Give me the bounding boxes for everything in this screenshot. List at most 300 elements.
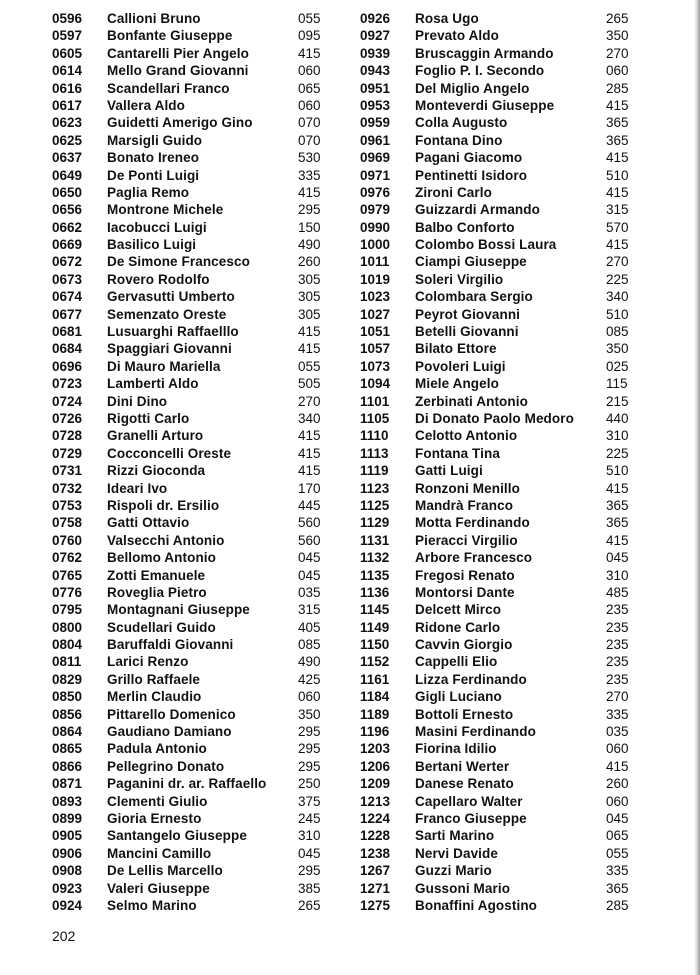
entry-number: 0731 — [52, 463, 83, 479]
entry-code: 385 — [298, 880, 321, 896]
entry-name: Grillo Raffaele — [107, 671, 201, 687]
entry-name: Semenzato Oreste — [107, 306, 227, 322]
entry-number: 0795 — [52, 602, 83, 618]
entry-number: 1206 — [360, 758, 391, 774]
entry-code: 295 — [298, 724, 321, 740]
page-number: 202 — [52, 928, 76, 944]
entry-code: 510 — [606, 306, 629, 322]
entry-number: 0729 — [52, 445, 83, 461]
entry-code: 510 — [606, 167, 629, 183]
entry-code: 060 — [606, 741, 629, 757]
entry-number: 0605 — [52, 45, 83, 61]
entry-code: 490 — [298, 237, 321, 253]
entry-name: Bertani Werter — [415, 758, 510, 774]
entry-name: Colombo Bossi Laura — [415, 237, 557, 253]
entry-number: 1073 — [360, 358, 391, 374]
entry-code: 305 — [298, 306, 321, 322]
entry-code: 045 — [606, 810, 629, 826]
entry-code: 440 — [606, 410, 629, 426]
entry-name: Mancini Camillo — [107, 845, 212, 861]
entry-name: Paganini dr. ar. Raffaello — [107, 776, 267, 792]
entry-code: 055 — [298, 11, 321, 26]
entry-name: Guizzardi Armando — [415, 202, 540, 218]
entry-code: 055 — [606, 845, 629, 861]
entry-code: 425 — [298, 671, 321, 687]
entry-number: 1161 — [360, 671, 390, 687]
entry-name: Gervasutti Umberto — [107, 289, 235, 305]
entry-name: Fregosi Renato — [415, 567, 515, 583]
entry-number: 0623 — [52, 115, 83, 131]
entry-number: 0672 — [52, 254, 83, 270]
entry-name: Cocconcelli Oreste — [107, 445, 232, 461]
entry-code: 245 — [298, 810, 321, 826]
entry-code: 350 — [606, 341, 629, 357]
entry-code: 415 — [606, 237, 629, 253]
entry-code: 270 — [298, 393, 321, 409]
entry-name: Iacobucci Luigi — [107, 219, 207, 235]
entry-name: Gigli Luciano — [415, 689, 502, 705]
entry-code: 415 — [606, 150, 629, 166]
entry-name: Di Mauro Mariella — [107, 358, 221, 374]
entry-name: Bruscaggin Armando — [415, 45, 554, 61]
entry-code: 505 — [298, 376, 321, 392]
entry-number: 0765 — [52, 567, 83, 583]
entry-name: Zironi Carlo — [415, 184, 492, 200]
entry-name: Scudellari Guido — [107, 619, 216, 635]
entry-number: 0969 — [360, 150, 391, 166]
entry-number: 1023 — [360, 289, 391, 305]
entry-code: 305 — [298, 289, 321, 305]
entry-number: 0976 — [360, 184, 391, 200]
entry-name: Gatti Ottavio — [107, 515, 190, 531]
entry-name: Bonato Ireneo — [107, 150, 200, 166]
entry-name: Guzzi Mario — [415, 863, 492, 879]
entry-number: 1228 — [360, 828, 391, 844]
entry-number: 0893 — [52, 793, 83, 809]
entry-code: 265 — [298, 897, 321, 913]
entry-number: 0696 — [52, 358, 83, 374]
entry-number: 0614 — [52, 63, 83, 79]
entry-code: 315 — [298, 602, 321, 618]
entry-name: Gussoni Mario — [415, 880, 511, 896]
entry-name: Prevato Aldo — [415, 28, 499, 44]
entry-number: 0674 — [52, 289, 83, 305]
entry-code: 415 — [298, 341, 321, 357]
entry-number: 1057 — [360, 341, 391, 357]
entry-name: Colla Augusto — [415, 115, 508, 131]
entry-number: 0597 — [52, 28, 83, 44]
entry-name: Montrone Michele — [107, 202, 224, 218]
entry-number: 1203 — [360, 741, 391, 757]
entry-code: 045 — [298, 550, 321, 566]
entry-code: 415 — [606, 758, 629, 774]
entry-number: 1196 — [360, 724, 390, 740]
entry-code: 070 — [298, 132, 321, 148]
entry-name: Rovero Rodolfo — [107, 271, 210, 287]
entry-number: 1275 — [360, 897, 391, 913]
entry-code: 365 — [606, 115, 629, 131]
entry-number: 0939 — [360, 45, 391, 61]
entry-name: Gaudiano Damiano — [107, 724, 232, 740]
entry-code: 035 — [606, 724, 629, 740]
entry-name: Cavvin Giorgio — [415, 637, 513, 653]
entry-number: 0656 — [52, 202, 83, 218]
entry-name: Monteverdi Giuseppe — [415, 97, 555, 113]
entry-number: 1150 — [360, 637, 390, 653]
entry-name: De Ponti Luigi — [107, 167, 200, 183]
entry-name: Guidetti Amerigo Gino — [107, 115, 253, 131]
entry-name: Larici Renzo — [107, 654, 189, 670]
entry-name: Basilico Luigi — [107, 237, 197, 253]
entry-code: 235 — [606, 671, 629, 687]
entry-number: 0776 — [52, 584, 83, 600]
entry-name: Spaggiari Giovanni — [107, 341, 232, 357]
entry-number: 0724 — [52, 393, 83, 409]
entry-number: 0681 — [52, 324, 83, 340]
entry-name: Vallera Aldo — [107, 97, 185, 113]
entry-number: 0811 — [52, 654, 82, 670]
entry-code: 335 — [298, 167, 321, 183]
entry-code: 045 — [606, 550, 629, 566]
entry-number: 1209 — [360, 776, 391, 792]
entry-name: Pentinetti Isidoro — [415, 167, 528, 183]
entry-code: 235 — [606, 602, 629, 618]
entry-number: 0650 — [52, 184, 83, 200]
entry-number: 0726 — [52, 410, 83, 426]
page-edge-shadow — [694, 0, 700, 975]
entry-number: 1094 — [360, 376, 391, 392]
entry-name: De Lellis Marcello — [107, 863, 223, 879]
entry-name: Ciampi Giuseppe — [415, 254, 527, 270]
entry-name: Mandrà Franco — [415, 497, 514, 513]
entry-code: 045 — [298, 567, 321, 583]
entry-name: Betelli Giovanni — [415, 324, 519, 340]
entry-number: 0990 — [360, 219, 391, 235]
entry-number: 0753 — [52, 497, 83, 513]
entry-number: 1132 — [360, 550, 390, 566]
entry-name: Valeri Giuseppe — [107, 880, 210, 896]
entry-name: Montorsi Dante — [415, 584, 515, 600]
entry-code: 095 — [298, 28, 321, 44]
entry-name: Del Miglio Angelo — [415, 80, 530, 96]
entry-number: 1113 — [360, 445, 389, 461]
entry-code: 415 — [606, 184, 629, 200]
entry-code: 060 — [298, 689, 321, 705]
entry-name: Foglio P. I. Secondo — [415, 63, 545, 79]
entry-number: 0625 — [52, 132, 83, 148]
entry-number: 0617 — [52, 97, 83, 113]
entry-number: 1136 — [360, 584, 390, 600]
entry-number: 0637 — [52, 150, 83, 166]
entry-name: Montagnani Giuseppe — [107, 602, 250, 618]
entry-name: Pellegrino Donato — [107, 758, 225, 774]
entry-number: 0684 — [52, 341, 83, 357]
entry-name: Peyrot Giovanni — [415, 306, 521, 322]
entry-number: 1105 — [360, 410, 390, 426]
entry-code: 285 — [606, 80, 629, 96]
entry-name: Rizzi Gioconda — [107, 463, 206, 479]
entry-name: Merlin Claudio — [107, 689, 202, 705]
entry-number: 0959 — [360, 115, 391, 131]
entry-code: 035 — [298, 584, 321, 600]
entry-code: 215 — [606, 393, 629, 409]
entry-code: 375 — [298, 793, 321, 809]
entry-code: 060 — [298, 97, 321, 113]
entry-number: 1125 — [360, 497, 390, 513]
entry-code: 350 — [606, 28, 629, 44]
entry-name: Scandellari Franco — [107, 80, 230, 96]
entry-code: 340 — [606, 289, 629, 305]
entry-number: 0616 — [52, 80, 83, 96]
entry-name: Lizza Ferdinando — [415, 671, 527, 687]
entry-code: 150 — [298, 219, 321, 235]
entry-code: 270 — [606, 45, 629, 61]
entry-name: Delcett Mirco — [415, 602, 502, 618]
entry-code: 415 — [298, 428, 321, 444]
entry-name: Franco Giuseppe — [415, 810, 527, 826]
entry-code: 060 — [606, 63, 629, 79]
entry-code: 295 — [298, 202, 321, 218]
entry-number: 1271 — [360, 880, 391, 896]
entry-name: Santangelo Giuseppe — [107, 828, 247, 844]
entry-code: 295 — [298, 741, 321, 757]
entry-code: 335 — [606, 863, 629, 879]
entry-code: 415 — [606, 97, 629, 113]
entry-number: 0865 — [52, 741, 83, 757]
entry-number: 0649 — [52, 167, 83, 183]
entry-number: 0961 — [360, 132, 391, 148]
entry-code: 570 — [606, 219, 629, 235]
entry-code: 530 — [298, 150, 321, 166]
entry-code: 060 — [606, 793, 629, 809]
entry-number: 0723 — [52, 376, 83, 392]
entry-code: 335 — [606, 706, 629, 722]
entry-number: 0669 — [52, 237, 83, 253]
entry-name: Bonfante Giuseppe — [107, 28, 233, 44]
entry-name: Granelli Arturo — [107, 428, 204, 444]
entry-number: 1149 — [360, 619, 390, 635]
entry-name: Baruffaldi Giovanni — [107, 637, 234, 653]
entry-number: 0951 — [360, 80, 391, 96]
entry-number: 1123 — [360, 480, 390, 496]
entry-name: Mello Grand Giovanni — [107, 63, 249, 79]
entry-code: 415 — [298, 463, 321, 479]
entry-number: 0804 — [52, 637, 83, 653]
entry-number: 1129 — [360, 515, 390, 531]
entry-code: 045 — [298, 845, 321, 861]
entry-name: Gioria Ernesto — [107, 810, 202, 826]
entry-name: De Simone Francesco — [107, 254, 250, 270]
entry-name: Celotto Antonio — [415, 428, 518, 444]
entry-name: Cantarelli Pier Angelo — [107, 45, 249, 61]
entry-code: 310 — [606, 567, 629, 583]
entry-code: 415 — [298, 45, 321, 61]
entry-number: 0971 — [360, 167, 391, 183]
entry-name: Pieracci Virgilio — [415, 532, 518, 548]
entry-code: 060 — [298, 63, 321, 79]
entry-number: 1019 — [360, 271, 391, 287]
entry-code: 415 — [298, 445, 321, 461]
entry-code: 340 — [298, 410, 321, 426]
entry-code: 365 — [606, 515, 629, 531]
entry-name: Motta Ferdinando — [415, 515, 530, 531]
entry-name: Lamberti Aldo — [107, 376, 199, 392]
entry-code: 070 — [298, 115, 321, 131]
entry-code: 265 — [606, 11, 629, 26]
entry-number: 0866 — [52, 758, 83, 774]
entry-code: 285 — [606, 897, 629, 913]
entry-number: 0758 — [52, 515, 83, 531]
entry-name: Marsigli Guido — [107, 132, 203, 148]
entry-name: Nervi Davide — [415, 845, 498, 861]
entry-number: 1000 — [360, 237, 391, 253]
entry-name: Rosa Ugo — [415, 11, 479, 26]
entry-code: 295 — [298, 758, 321, 774]
entry-name: Arbore Francesco — [415, 550, 533, 566]
entry-number: 0677 — [52, 306, 83, 322]
entry-code: 310 — [606, 428, 629, 444]
entry-code: 085 — [298, 637, 321, 653]
entry-name: Lusuarghi Raffaelllo — [107, 324, 239, 340]
entry-number: 0596 — [52, 11, 83, 26]
entry-number: 1051 — [360, 324, 391, 340]
entry-code: 270 — [606, 254, 629, 270]
entry-code: 235 — [606, 619, 629, 635]
entry-name: Bilato Ettore — [415, 341, 497, 357]
entry-name: Fontana Dino — [415, 132, 503, 148]
entry-name: Valsecchi Antonio — [107, 532, 225, 548]
entry-number: 0673 — [52, 271, 83, 287]
entry-name: Rigotti Carlo — [107, 410, 190, 426]
entry-code: 270 — [606, 689, 629, 705]
entry-name: Zerbinati Antonio — [415, 393, 528, 409]
entry-code: 055 — [298, 358, 321, 374]
entry-code: 510 — [606, 463, 629, 479]
entry-name: Dini Dino — [107, 393, 168, 409]
entry-name: Bottoli Ernesto — [415, 706, 514, 722]
entry-code: 365 — [606, 132, 629, 148]
entry-code: 560 — [298, 532, 321, 548]
entry-number: 0899 — [52, 810, 83, 826]
entry-name: Fiorina Idilio — [415, 741, 497, 757]
entry-number: 0943 — [360, 63, 391, 79]
entry-code: 445 — [298, 497, 321, 513]
entry-code: 085 — [606, 324, 629, 340]
entry-name: Zotti Emanuele — [107, 567, 206, 583]
entry-code: 560 — [298, 515, 321, 531]
entry-code: 485 — [606, 584, 629, 600]
entry-code: 065 — [298, 80, 321, 96]
entry-code: 365 — [606, 880, 629, 896]
entry-code: 305 — [298, 271, 321, 287]
entry-number: 0850 — [52, 689, 83, 705]
entry-number: 1119 — [360, 463, 389, 479]
entry-code: 350 — [298, 706, 321, 722]
entry-number: 0905 — [52, 828, 83, 844]
entry-number: 0871 — [52, 776, 83, 792]
entry-code: 405 — [298, 619, 321, 635]
entry-number: 0906 — [52, 845, 83, 861]
entry-number: 1189 — [360, 706, 390, 722]
entry-name: Di Donato Paolo Medoro — [415, 410, 574, 426]
entry-code: 225 — [606, 445, 629, 461]
entry-number: 0728 — [52, 428, 83, 444]
entry-code: 065 — [606, 828, 629, 844]
entry-name: Povoleri Luigi — [415, 358, 506, 374]
entry-code: 025 — [606, 358, 629, 374]
entry-code: 235 — [606, 654, 629, 670]
entry-number: 1145 — [360, 602, 390, 618]
entry-number: 1131 — [360, 532, 390, 548]
entry-number: 1224 — [360, 810, 391, 826]
entry-name: Ronzoni Menillo — [415, 480, 520, 496]
entry-number: 0908 — [52, 863, 83, 879]
entry-name: Balbo Conforto — [415, 219, 515, 235]
entry-code: 415 — [298, 324, 321, 340]
entry-number: 1101 — [360, 393, 390, 409]
entry-number: 0926 — [360, 11, 391, 26]
entry-name: Masini Ferdinando — [415, 724, 536, 740]
entry-code: 250 — [298, 776, 321, 792]
entry-code: 365 — [606, 497, 629, 513]
entry-name: Bonaffini Agostino — [415, 897, 538, 913]
entry-name: Sarti Marino — [415, 828, 495, 844]
entry-code: 235 — [606, 637, 629, 653]
entry-code: 315 — [606, 202, 629, 218]
entry-number: 0829 — [52, 671, 83, 687]
entry-number: 0662 — [52, 219, 83, 235]
entry-name: Cappelli Elio — [415, 654, 498, 670]
entry-code: 115 — [606, 376, 628, 392]
entry-number: 0923 — [52, 880, 83, 896]
entry-name: Rispoli dr. Ersilio — [107, 497, 220, 513]
entry-number: 0927 — [360, 28, 391, 44]
entry-name: Fontana Tina — [415, 445, 500, 461]
entry-name: Selmo Marino — [107, 897, 197, 913]
entry-name: Clementi Giulio — [107, 793, 208, 809]
entry-number: 1213 — [360, 793, 391, 809]
entry-code: 415 — [606, 480, 629, 496]
entry-number: 0732 — [52, 480, 83, 496]
entry-number: 1184 — [360, 689, 390, 705]
entry-name: Bellomo Antonio — [107, 550, 216, 566]
entry-number: 1152 — [360, 654, 390, 670]
entry-name: Ideari Ivo — [107, 480, 168, 496]
entry-number: 1011 — [360, 254, 390, 270]
entry-name: Soleri Virgilio — [415, 271, 504, 287]
entry-number: 1238 — [360, 845, 391, 861]
entry-code: 225 — [606, 271, 629, 287]
entry-name: Ridone Carlo — [415, 619, 501, 635]
entry-code: 170 — [298, 480, 321, 496]
entry-name: Danese Renato — [415, 776, 514, 792]
entry-code: 295 — [298, 863, 321, 879]
entry-name: Gatti Luigi — [415, 463, 483, 479]
entry-name: Pagani Giacomo — [415, 150, 523, 166]
entry-number: 0953 — [360, 97, 391, 113]
entry-code: 310 — [298, 828, 321, 844]
entry-number: 0979 — [360, 202, 391, 218]
entry-code: 415 — [298, 184, 321, 200]
entry-name: Roveglia Pietro — [107, 584, 207, 600]
entry-name: Miele Angelo — [415, 376, 499, 392]
entry-number: 0760 — [52, 532, 83, 548]
entry-number: 1027 — [360, 306, 391, 322]
entry-number: 0864 — [52, 724, 83, 740]
entry-name: Capellaro Walter — [415, 793, 523, 809]
entry-code: 490 — [298, 654, 321, 670]
entry-code: 415 — [606, 532, 629, 548]
